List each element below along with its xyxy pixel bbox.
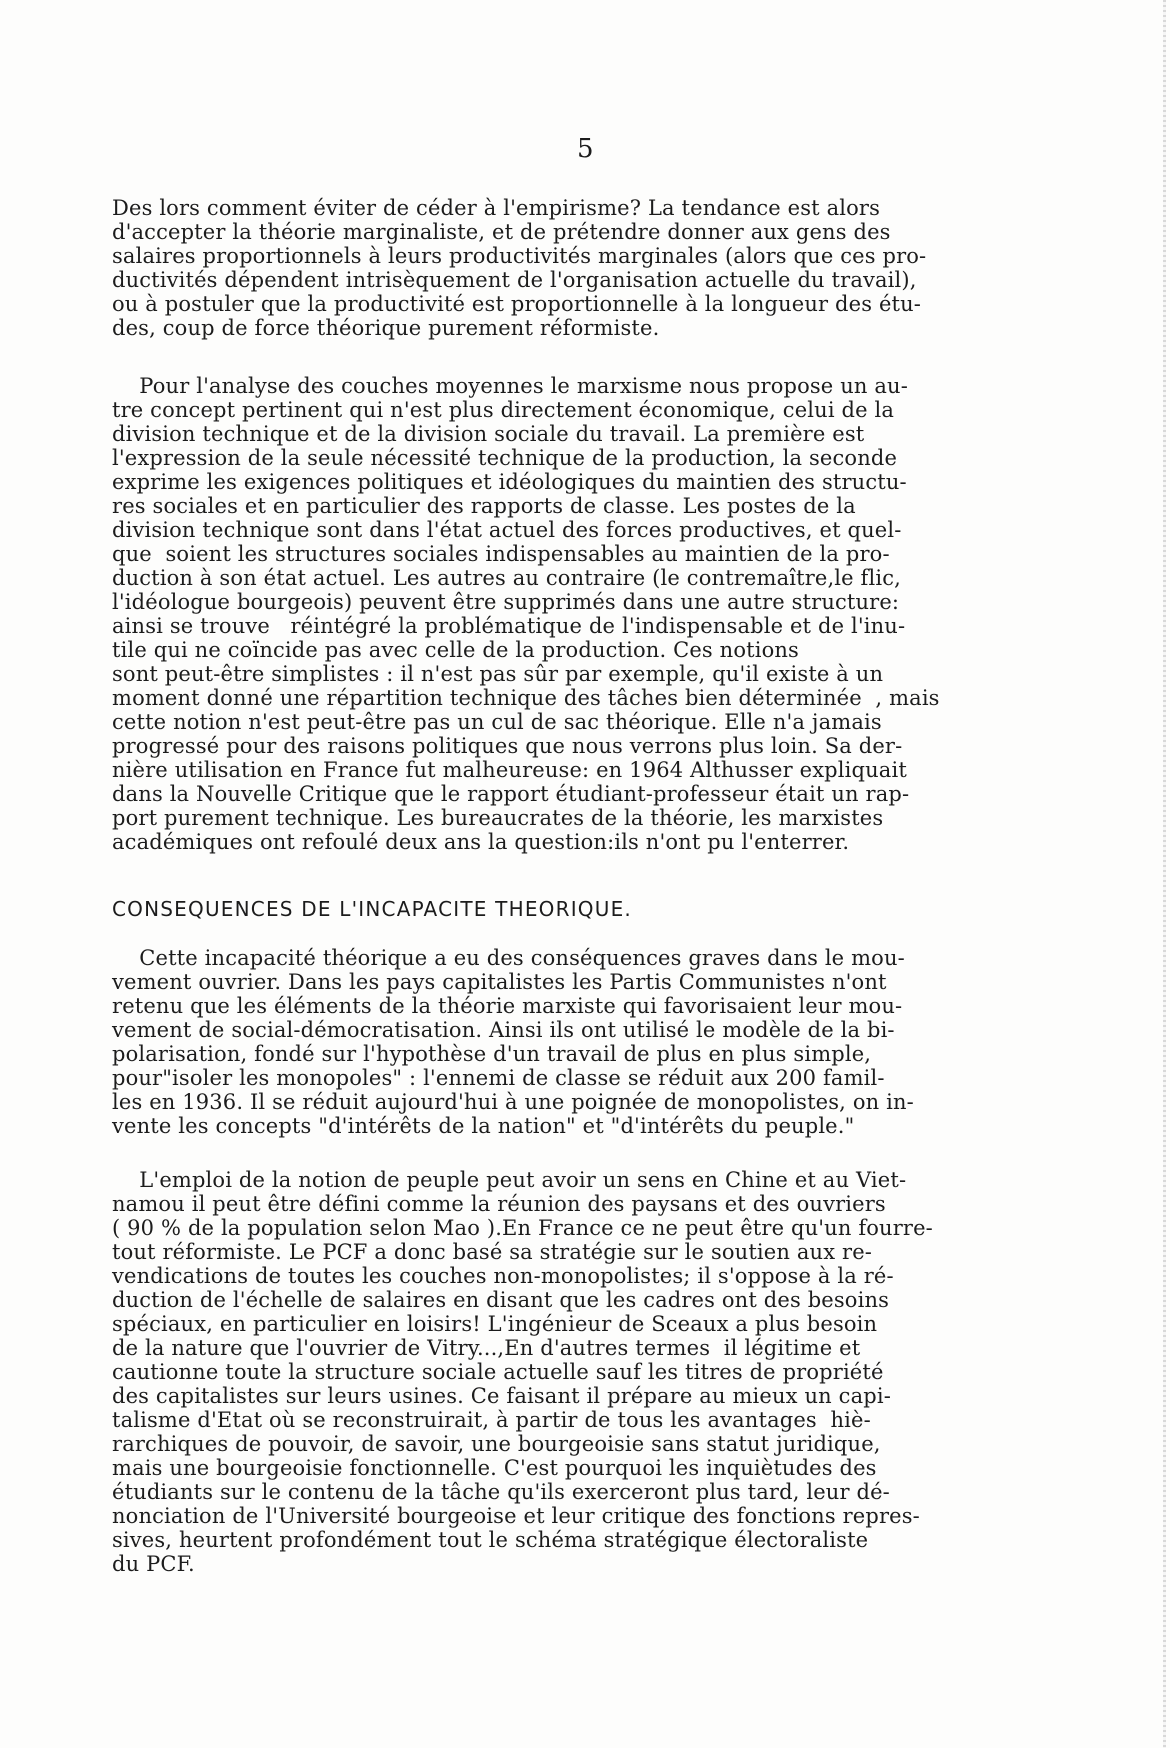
text-line: l'idéologue bourgeois) peuvent être supprimés dans une autre structure: — [112, 590, 900, 614]
text-line: dans la Nouvelle Critique que le rapport étudiant-professeur était un rap- — [112, 782, 910, 806]
text-line: l'expression de la seule nécessité technique de la production, la seconde — [112, 446, 898, 470]
text-line: retenu que les éléments de la théorie marxiste qui favorisaient leur mou- — [112, 994, 903, 1018]
text-line: des, coup de force théorique purement réformiste. — [112, 316, 660, 340]
text-line: ainsi se trouve réintégré la problématique de l'indispensable et de l'inu- — [112, 614, 906, 638]
text-line: de la nature que l'ouvrier de Vitry...,En d'autres termes il légitime et — [112, 1336, 861, 1360]
text-line: mais une bourgeoisie fonctionnelle. C'est pourquoi les inquiètudes des — [112, 1456, 877, 1480]
text-line: vement de social-démocratisation. Ainsi ils ont utilisé le modèle de la bi- — [112, 1018, 895, 1042]
text-line: division technique et de la division sociale du travail. La première est — [112, 422, 865, 446]
text-line: salaires proportionnels à leurs productivités marginales (alors que ces pro- — [112, 244, 927, 268]
text-line: port purement technique. Les bureaucrates de la théorie, les marxistes — [112, 806, 884, 830]
text-line: rarchiques de pouvoir, de savoir, une bourgeoisie sans statut juridique, — [112, 1432, 881, 1456]
section-heading: CONSEQUENCES DE L'INCAPACITE THEORIQUE. — [112, 897, 632, 921]
text-line: d'accepter la théorie marginaliste, et de prétendre donner aux gens des — [112, 220, 891, 244]
text-line: polarisation, fondé sur l'hypothèse d'un travail de plus en plus simple, — [112, 1042, 872, 1066]
text-line: ( 90 % de la population selon Mao ).En France ce ne peut être qu'un fourre- — [112, 1216, 933, 1240]
text-line: progressé pour des raisons politiques que nous verrons plus loin. Sa der- — [112, 734, 903, 758]
paragraph-3 — [112, 946, 1072, 1138]
text-line: division technique sont dans l'état actuel des forces productives, et quel- — [112, 518, 902, 542]
text-line: sives, heurtent profondément tout le schéma stratégique électoraliste — [112, 1528, 869, 1552]
text-line: des capitalistes sur leurs usines. Ce faisant il prépare au mieux un capi- — [112, 1384, 891, 1408]
text-line: étudiants sur le contenu de la tâche qu'ils exerceront plus tard, leur dé- — [112, 1480, 890, 1504]
text-line: ou à postuler que la productivité est proportionnelle à la longueur des étu- — [112, 292, 922, 316]
text-line: nonciation de l'Université bourgeoise et leur critique des fonctions repres- — [112, 1504, 920, 1528]
paragraph-2 — [112, 374, 1072, 854]
text-line: vement ouvrier. Dans les pays capitalistes les Partis Communistes n'ont — [112, 970, 887, 994]
text-line: nière utilisation en France fut malheureuse: en 1964 Althusser expliquait — [112, 758, 907, 782]
text-line: duction à son état actuel. Les autres au contraire (le contremaître,le flic, — [112, 566, 901, 590]
text-line: res sociales et en particulier des rapports de classe. Les postes de la — [112, 494, 856, 518]
text-line: vendications de toutes les couches non-monopolistes; il s'oppose à la ré- — [112, 1264, 894, 1288]
paragraph-4 — [112, 1168, 1072, 1576]
text-line: namou il peut être défini comme la réunion des paysans et des ouvriers — [112, 1192, 886, 1216]
paragraph-1 — [112, 196, 1072, 340]
text-line: ductivités dépendent intrisèquement de l'organisation actuelle du travail), — [112, 268, 917, 292]
text-line: tout réformiste. Le PCF a donc basé sa stratégie sur le soutien aux re- — [112, 1240, 873, 1264]
text-line: vente les concepts "d'intérêts de la nation" et "d'intérêts du peuple." — [112, 1114, 855, 1138]
page-number: 5 — [577, 134, 594, 164]
text-line: cautionne toute la structure sociale actuelle sauf les titres de propriété — [112, 1360, 884, 1384]
text-line: Pour l'analyse des couches moyennes le marxisme nous propose un au- — [112, 374, 908, 398]
text-line: sont peut-être simplistes : il n'est pas sûr par exemple, qu'il existe à un — [112, 662, 884, 686]
text-line: exprime les exigences politiques et idéologiques du maintien des structu- — [112, 470, 907, 494]
text-line: Des lors comment éviter de céder à l'empirisme? La tendance est alors — [112, 196, 881, 220]
text-line: que soient les structures sociales indispensables au maintien de la pro- — [112, 542, 890, 566]
text-line: du PCF. — [112, 1552, 195, 1576]
text-line: tre concept pertinent qui n'est plus directement économique, celui de la — [112, 398, 895, 422]
text-line: L'emploi de la notion de peuple peut avoir un sens en Chine et au Viet- — [112, 1168, 907, 1192]
text-line: duction de l'échelle de salaires en disant que les cadres ont des besoins — [112, 1288, 890, 1312]
text-line: tile qui ne coïncide pas avec celle de la production. Ces notions — [112, 638, 799, 662]
text-line: spéciaux, en particulier en loisirs! L'ingénieur de Sceaux a plus besoin — [112, 1312, 878, 1336]
page-edge-scan-mark — [1163, 0, 1166, 1748]
text-line: les en 1936. Il se réduit aujourd'hui à une poignée de monopolistes, on in- — [112, 1090, 914, 1114]
text-line: pour"isoler les monopoles" : l'ennemi de classe se réduit aux 200 famil- — [112, 1066, 885, 1090]
text-line: talisme d'Etat où se reconstruirait, à partir de tous les avantages hiè- — [112, 1408, 871, 1432]
text-line: moment donné une répartition technique des tâches bien déterminée , mais — [112, 686, 940, 710]
text-line: cette notion n'est peut-être pas un cul de sac théorique. Elle n'a jamais — [112, 710, 882, 734]
text-line: académiques ont refoulé deux ans la question:ils n'ont pu l'enterrer. — [112, 830, 850, 854]
text-line: Cette incapacité théorique a eu des conséquences graves dans le mou- — [112, 946, 905, 970]
